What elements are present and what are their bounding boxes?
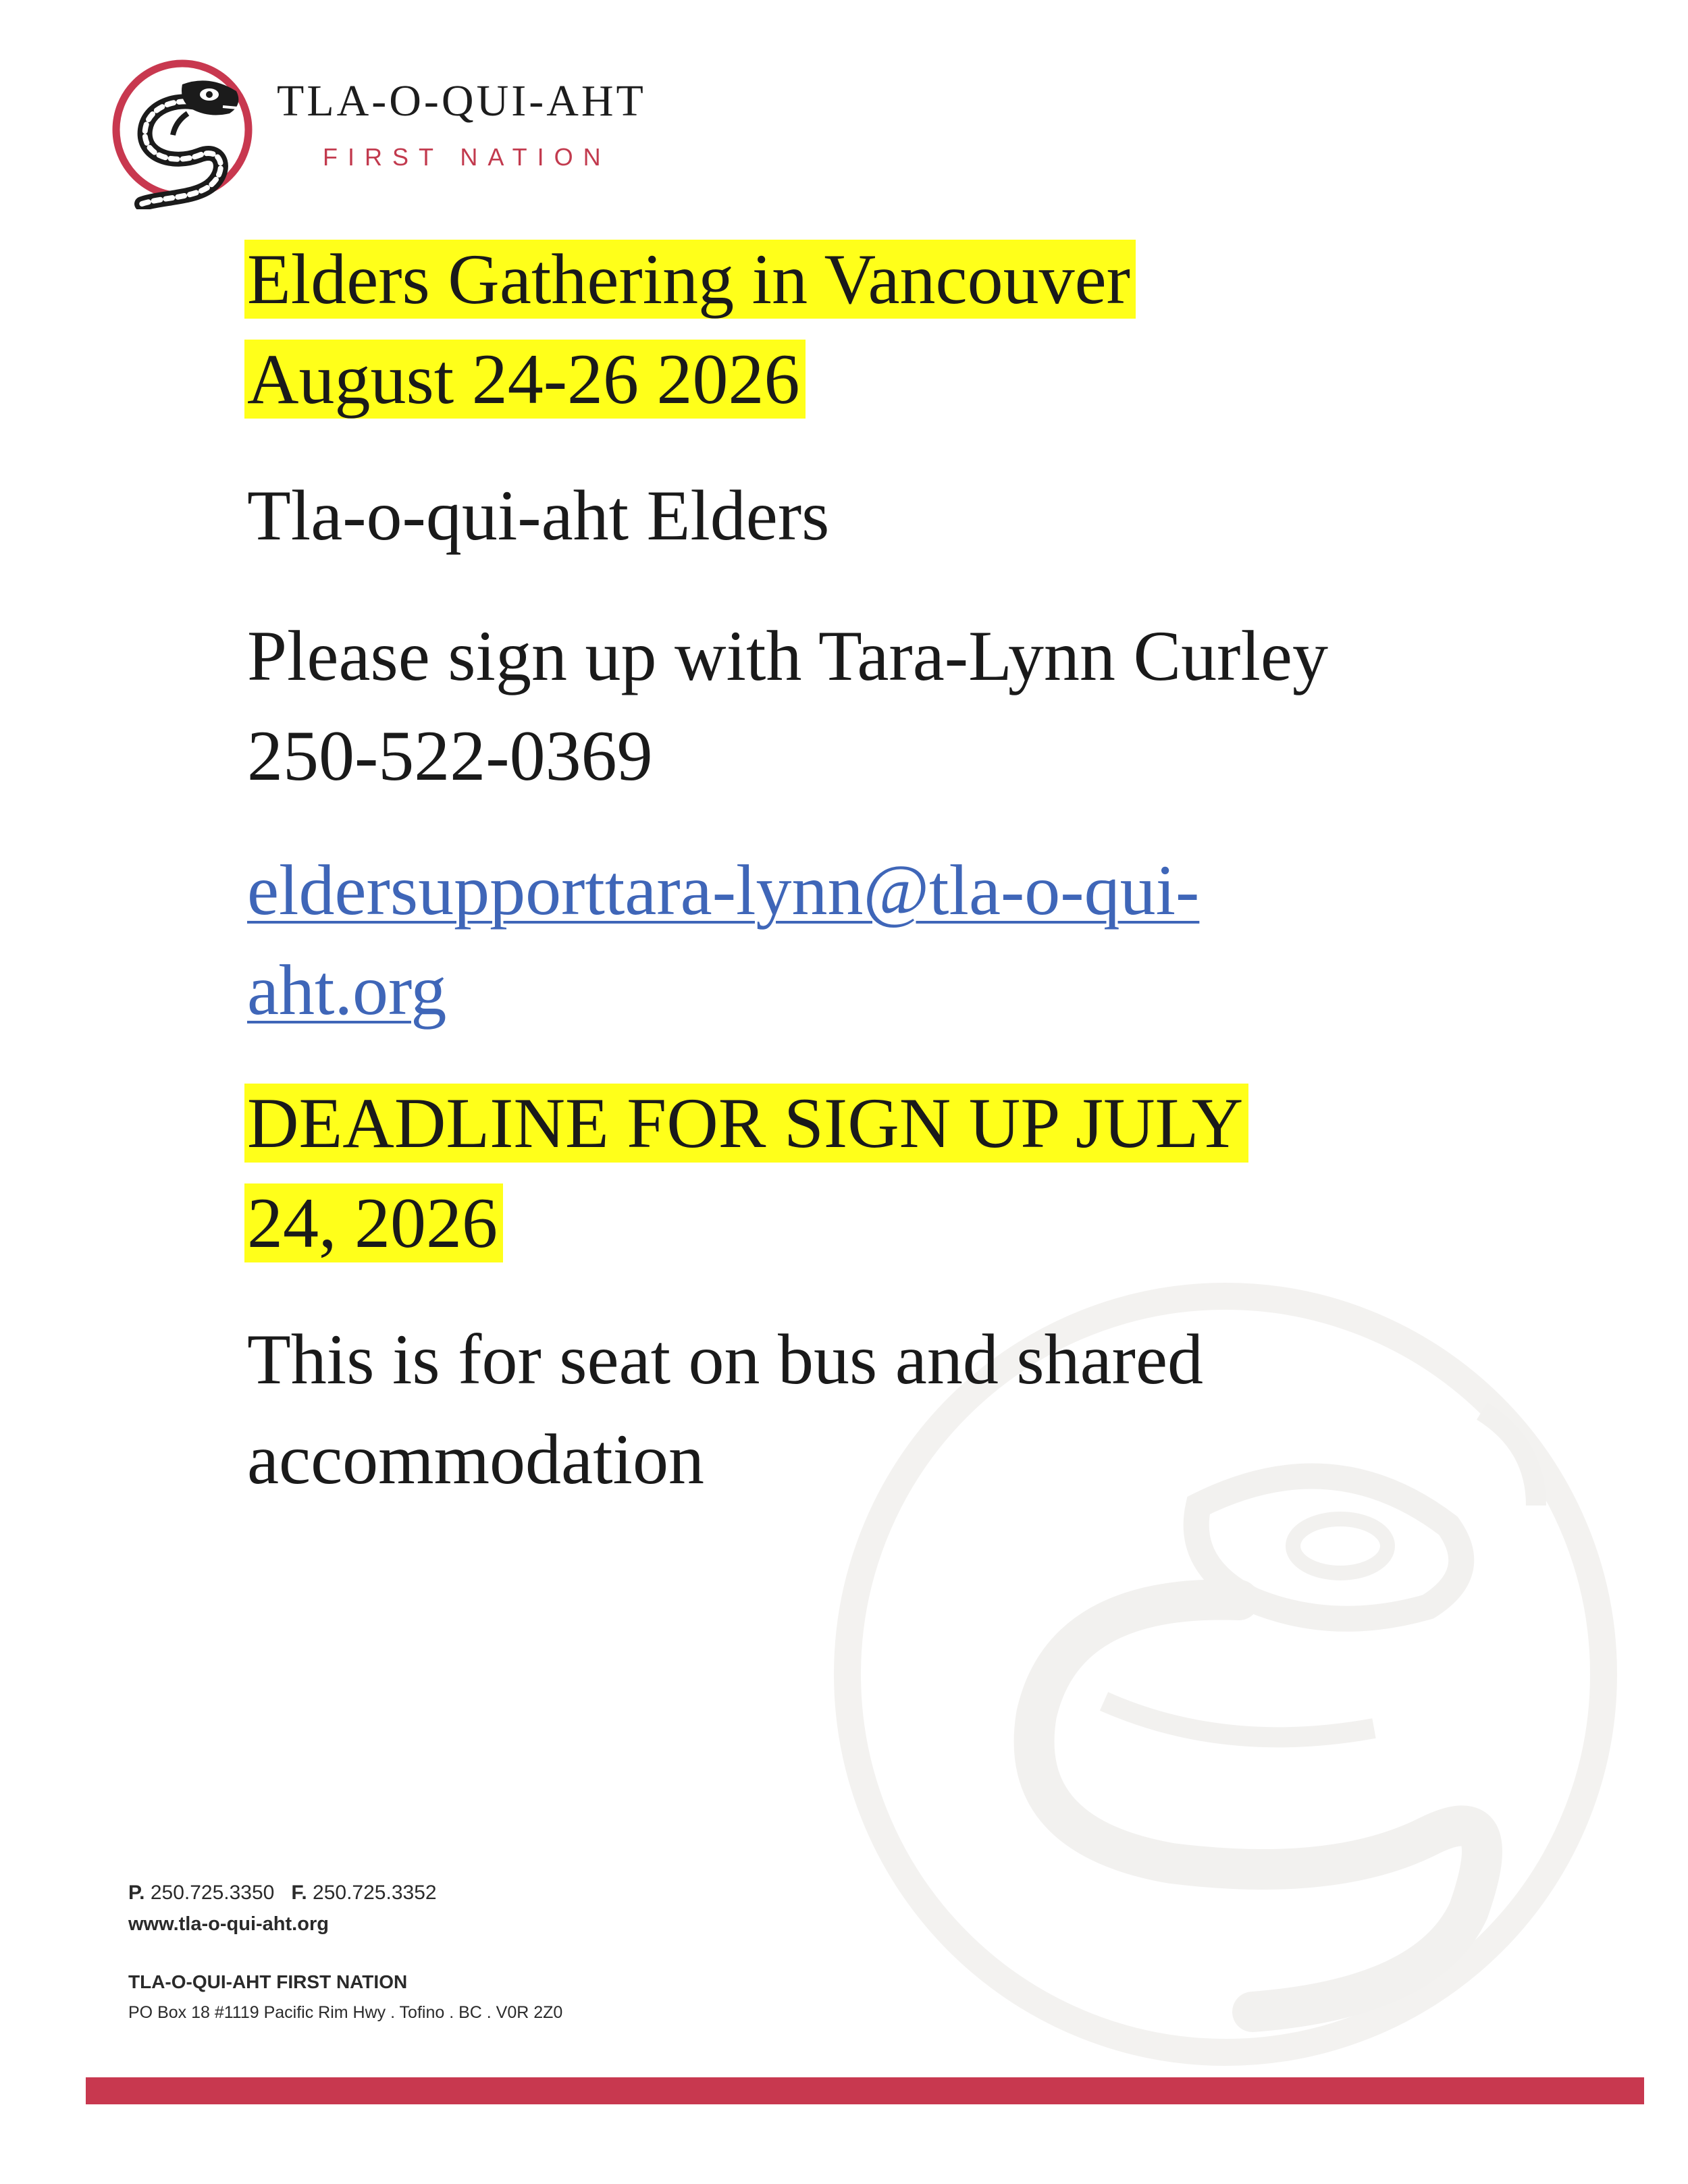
notice-line2: accommodation — [247, 1420, 704, 1499]
event-title — [247, 230, 1136, 429]
fax-number: 250.725.3352 — [313, 1882, 437, 1904]
audience-line: Tla-o-qui-aht Elders — [247, 476, 830, 555]
footer-org-name: TLA-O-QUI-AHT FIRST NATION — [128, 1971, 408, 1992]
email-link-line2[interactable]: aht.org — [247, 951, 447, 1030]
event-title-line2: August 24-26 2026 — [244, 340, 806, 419]
email-link-line1[interactable]: eldersupporttara-lynn@tla-o-qui- — [247, 851, 1200, 930]
signup-instructions — [247, 606, 1328, 806]
signup-phone: 250-522-0369 — [247, 716, 653, 795]
serpent-logo-icon — [108, 54, 263, 209]
phone-label: P. — [128, 1882, 145, 1904]
org-name: TLA-O-QUI-AHT — [277, 76, 646, 126]
event-title-line1: Elders Gathering in Vancouver — [244, 240, 1136, 319]
fax-label: F. — [291, 1882, 307, 1904]
signup-deadline — [247, 1073, 1248, 1273]
footer-phone-fax — [128, 1882, 437, 1905]
signup-line: Please sign up with Tara-Lynn Curley — [247, 616, 1328, 695]
phone-number: 250.725.3350 — [150, 1882, 275, 1904]
deadline-line1: DEADLINE FOR SIGN UP JULY — [244, 1084, 1248, 1163]
notice-line1: This is for seat on bus and shared — [247, 1320, 1203, 1399]
notice-text — [247, 1310, 1203, 1510]
org-subtitle: FIRST NATION — [323, 143, 611, 171]
contact-email — [247, 841, 1199, 1040]
deadline-line2: 24, 2026 — [244, 1183, 503, 1262]
footer-website[interactable]: www.tla-o-qui-aht.org — [128, 1913, 329, 1935]
footer-address: PO Box 18 #1119 Pacific Rim Hwy . Tofino . BC . V0R 2Z0 — [128, 2003, 563, 2022]
audience-text — [247, 466, 829, 566]
footer-color-bar — [86, 2077, 1644, 2104]
